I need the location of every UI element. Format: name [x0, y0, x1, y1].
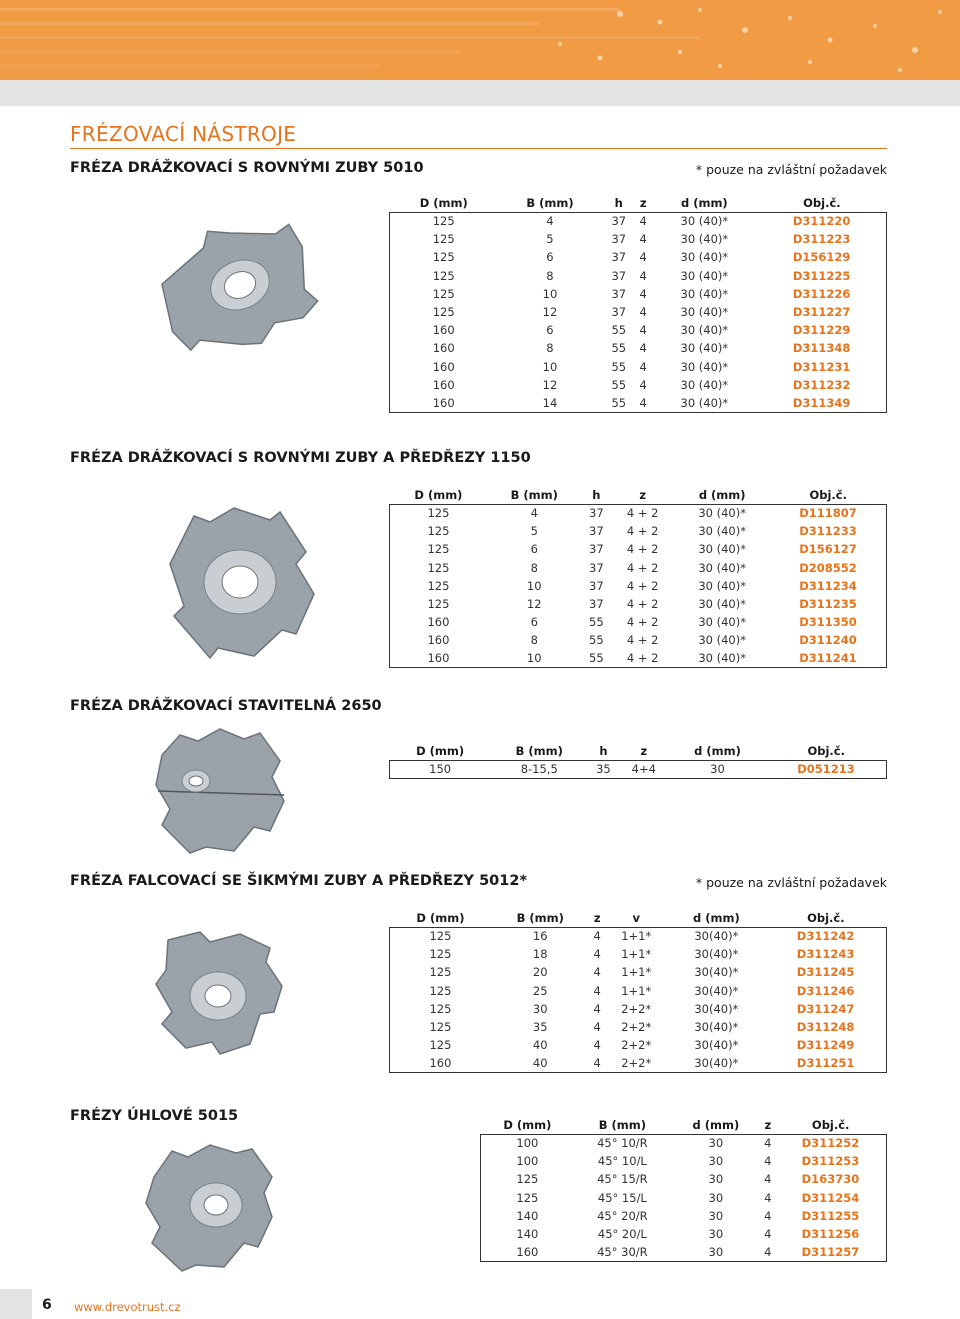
table-cell: 125 — [429, 965, 452, 980]
table-cell: 1+1* — [621, 947, 652, 962]
slot-cutter-with-scorers-icon — [140, 490, 340, 674]
table-cell: 37 — [589, 560, 604, 575]
table-cell: 4 + 2 — [626, 633, 659, 648]
table-cell: 4 + 2 — [626, 615, 659, 630]
table-row — [481, 1225, 887, 1243]
section-title-2650: FRÉZA DRÁŽKOVACÍ STAVITELNÁ 2650 — [70, 698, 382, 714]
column-header: B (mm) — [490, 743, 588, 760]
column-header: D (mm) — [390, 910, 491, 927]
table-cell: 37 — [611, 214, 627, 229]
table-cell: 30(40)* — [694, 1056, 739, 1071]
table-cell: 10 — [526, 651, 542, 666]
table-row — [390, 303, 887, 321]
table-cell: 30 (40)* — [680, 305, 729, 320]
table-cell: 160 — [432, 359, 455, 374]
table-cell: 30 (40)* — [680, 377, 729, 392]
table-cell: 4 + 2 — [626, 506, 659, 521]
order-code-cell: D311252 — [801, 1136, 860, 1151]
table-cell: 30(40)* — [694, 947, 739, 962]
column-header: d (mm) — [651, 195, 757, 212]
order-code-cell: D311243 — [796, 947, 855, 962]
table-cell: 4 — [593, 1020, 601, 1035]
order-code-cell: D311226 — [792, 286, 851, 301]
table-row — [390, 1018, 887, 1036]
table-cell: 125 — [427, 524, 450, 539]
table-cell: 1+1* — [621, 929, 652, 944]
table-row — [390, 595, 887, 613]
table-cell: 4 — [639, 323, 647, 338]
table-row — [481, 1189, 887, 1207]
table-cell: 30 — [708, 1190, 724, 1205]
table-cell: 30 (40)* — [698, 524, 746, 539]
table-cell: 4 — [546, 214, 554, 229]
table-cell: 4 — [639, 250, 647, 265]
table-cell: 45° 20/L — [597, 1227, 647, 1242]
title-divider — [70, 148, 887, 149]
table-cell: 30 — [708, 1244, 724, 1259]
table-cell: 4 — [764, 1244, 772, 1259]
table-cell: 18 — [532, 947, 548, 962]
table-5015 — [480, 1117, 887, 1262]
table-row — [481, 1170, 887, 1188]
table-cell: 4 — [593, 1038, 601, 1053]
table-cell: 4 + 2 — [626, 597, 659, 612]
table-cell: 55 — [611, 341, 627, 356]
table-row — [390, 577, 887, 595]
table-cell: 4+4 — [631, 762, 656, 777]
order-code-cell: D156127 — [799, 542, 857, 557]
column-header: z — [761, 1117, 775, 1134]
table-cell: 4 — [593, 929, 601, 944]
table-row — [390, 927, 887, 945]
table-cell: 100 — [516, 1154, 539, 1169]
order-code-cell: D311349 — [792, 395, 851, 410]
table-row — [481, 1243, 887, 1261]
table-cell: 125 — [432, 214, 455, 229]
order-code-cell: D311255 — [801, 1208, 860, 1223]
table-cell: 125 — [429, 1001, 452, 1016]
table-cell: 37 — [589, 506, 604, 521]
column-header: B (mm) — [574, 1117, 671, 1134]
table-cell: 55 — [611, 359, 627, 374]
column-header: v — [605, 910, 668, 927]
table-cell: 12 — [542, 305, 558, 320]
table-cell: 55 — [589, 651, 604, 666]
order-code-cell: D311223 — [792, 232, 851, 247]
table-cell: 125 — [432, 268, 455, 283]
table-row — [390, 212, 887, 230]
table-row — [390, 230, 887, 248]
section-note-5010: * pouze na zvláštní požadavek — [695, 162, 887, 177]
table-cell: 45° 15/L — [597, 1190, 647, 1205]
table-row — [390, 963, 887, 981]
column-header: d (mm) — [668, 910, 766, 927]
table-row — [390, 559, 887, 577]
order-code-cell: D111807 — [799, 506, 857, 521]
table-cell: 30 (40)* — [698, 506, 746, 521]
table-cell: 6 — [530, 615, 538, 630]
table-cell: 30(40)* — [694, 1020, 739, 1035]
table-cell: 30 (40)* — [680, 286, 729, 301]
table-cell: 4 + 2 — [626, 578, 659, 593]
table-cell: 30 (40)* — [698, 578, 746, 593]
section-title-5010: FRÉZA DRÁŽKOVACÍ S ROVNÝMI ZUBY 5010 — [70, 160, 424, 176]
table-cell: 30 (40)* — [698, 597, 746, 612]
table-cell: 25 — [532, 983, 548, 998]
table-cell: 37 — [589, 578, 604, 593]
table-cell: 20 — [532, 965, 548, 980]
order-code-cell: D311253 — [801, 1154, 860, 1169]
table-cell: 100 — [516, 1136, 539, 1151]
table-cell: 37 — [611, 232, 627, 247]
order-code-cell: D311242 — [796, 929, 855, 944]
column-header: Obj.č. — [765, 910, 886, 927]
table-row — [481, 1134, 887, 1152]
page-title: FRÉZOVACÍ NÁSTROJE — [70, 122, 297, 146]
table-cell: 4 — [764, 1227, 772, 1242]
table-cell: 125 — [427, 506, 450, 521]
table-cell: 4 — [639, 214, 647, 229]
table-cell: 125 — [427, 542, 450, 557]
table-cell: 160 — [432, 341, 455, 356]
table-cell: 125 — [432, 305, 455, 320]
table-cell: 4 — [764, 1208, 772, 1223]
table-cell: 4 + 2 — [626, 560, 659, 575]
order-code-cell: D311246 — [796, 983, 855, 998]
table-cell: 30 (40)* — [698, 615, 746, 630]
table-cell: 4 + 2 — [626, 651, 659, 666]
table-cell: 2+2* — [621, 1020, 652, 1035]
order-code-cell: D311235 — [799, 597, 857, 612]
table-cell: 5 — [546, 232, 554, 247]
column-header: d (mm) — [669, 743, 766, 760]
column-header: h — [588, 743, 618, 760]
table-row — [390, 376, 887, 394]
table-cell: 2+2* — [621, 1056, 652, 1071]
table-cell: 4 — [593, 1056, 601, 1071]
order-code-cell: D311225 — [792, 268, 851, 283]
order-code-cell: D311248 — [796, 1020, 855, 1035]
table-cell: 37 — [589, 542, 604, 557]
table-5012 — [389, 910, 887, 1073]
table-cell: 55 — [611, 395, 627, 410]
table-2650 — [389, 743, 887, 779]
table-cell: 125 — [432, 232, 455, 247]
section-title-1150: FRÉZA DRÁŽKOVACÍ S ROVNÝMI ZUBY A PŘEDŘEZY 1150 — [70, 450, 531, 466]
column-header: z — [611, 487, 674, 504]
table-cell: 125 — [427, 560, 450, 575]
table-cell: 4 — [593, 983, 601, 998]
header-dot-pattern — [0, 0, 960, 80]
table-cell: 45° 20/R — [597, 1208, 648, 1223]
table-cell: 160 — [432, 395, 455, 410]
table-cell: 1+1* — [621, 965, 652, 980]
table-row — [390, 267, 887, 285]
section-title-5012: FRÉZA FALCOVACÍ SE ŠIKMÝMI ZUBY A PŘEDŘEZY 5012* — [70, 873, 528, 889]
table-cell: 160 — [427, 633, 450, 648]
table-cell: 30 — [708, 1172, 724, 1187]
table-cell: 40 — [532, 1038, 548, 1053]
header-grey-bar — [0, 80, 960, 106]
table-cell: 37 — [589, 524, 604, 539]
table-cell: 30 (40)* — [680, 250, 729, 265]
column-header: h — [603, 195, 636, 212]
table-1150 — [389, 487, 887, 668]
table-cell: 4 — [764, 1172, 772, 1187]
table-cell: 4 — [639, 341, 647, 356]
table-cell: 160 — [427, 615, 450, 630]
table-cell: 10 — [526, 578, 542, 593]
table-cell: 4 — [639, 268, 647, 283]
table-cell: 45° 10/R — [597, 1136, 648, 1151]
table-row — [390, 1054, 887, 1072]
order-code-cell: D311234 — [799, 578, 857, 593]
table-row — [390, 248, 887, 266]
table-cell: 4 — [639, 305, 647, 320]
table-cell: 30 (40)* — [680, 232, 729, 247]
table-cell: 37 — [611, 305, 627, 320]
column-header: D (mm) — [390, 487, 487, 504]
column-header: B (mm) — [487, 487, 582, 504]
table-cell: 37 — [611, 250, 627, 265]
table-row — [390, 285, 887, 303]
table-cell: 30 — [532, 1001, 548, 1016]
table-cell: 150 — [429, 762, 452, 777]
table-cell: 125 — [427, 578, 450, 593]
table-cell: 1+1* — [621, 983, 652, 998]
table-cell: 4 — [530, 506, 538, 521]
table-cell: 125 — [429, 1020, 452, 1035]
table-cell: 8 — [530, 633, 538, 648]
table-cell: 10 — [542, 286, 558, 301]
column-header: Obj.č. — [757, 195, 886, 212]
table-cell: 55 — [589, 633, 604, 648]
order-code-cell: D311254 — [801, 1190, 860, 1205]
order-code-cell: D311245 — [796, 965, 855, 980]
table-cell: 125 — [432, 286, 455, 301]
table-row — [390, 613, 887, 631]
table-cell: 140 — [516, 1227, 539, 1242]
table-cell: 8 — [546, 341, 554, 356]
table-cell: 125 — [516, 1190, 539, 1205]
table-row — [390, 1000, 887, 1018]
table-cell: 160 — [432, 377, 455, 392]
table-cell: 5 — [530, 524, 538, 539]
table-cell: 160 — [427, 651, 450, 666]
order-code-cell: D311227 — [792, 305, 851, 320]
table-cell: 6 — [546, 323, 554, 338]
table-cell: 12 — [542, 377, 558, 392]
order-code-cell: D311231 — [792, 359, 851, 374]
adjustable-groove-cutter-icon — [140, 725, 300, 859]
table-cell: 10 — [542, 359, 558, 374]
footer-bar — [0, 1289, 32, 1319]
table-cell: 140 — [516, 1208, 539, 1223]
table-5010 — [389, 195, 887, 413]
table-cell: 14 — [542, 395, 558, 410]
order-code-cell: D311233 — [799, 524, 857, 539]
column-header: Obj.č. — [766, 743, 887, 760]
order-code-cell: D311251 — [796, 1056, 855, 1071]
table-cell: 55 — [611, 323, 627, 338]
column-header: z — [635, 195, 651, 212]
table-row — [481, 1207, 887, 1225]
table-cell: 30 — [710, 762, 725, 777]
table-cell: 125 — [427, 597, 450, 612]
table-cell: 30 (40)* — [680, 214, 729, 229]
table-cell: 55 — [611, 377, 627, 392]
table-cell: 30 (40)* — [698, 542, 746, 557]
table-cell: 55 — [589, 615, 604, 630]
table-cell: 160 — [516, 1244, 539, 1259]
table-row — [390, 358, 887, 376]
order-code-cell: D311240 — [799, 633, 857, 648]
table-cell: 16 — [532, 929, 548, 944]
table-cell: 12 — [526, 597, 542, 612]
table-cell: 4 + 2 — [626, 524, 659, 539]
slot-cutter-4-teeth-icon — [140, 205, 340, 369]
table-cell: 30 (40)* — [680, 268, 729, 283]
column-header: d (mm) — [674, 487, 770, 504]
order-code-cell: D311257 — [801, 1244, 860, 1259]
table-row — [390, 522, 887, 540]
table-cell: 8 — [530, 560, 538, 575]
table-cell: 125 — [429, 947, 452, 962]
table-cell: 30 (40)* — [698, 560, 746, 575]
table-cell: 2+2* — [621, 1038, 652, 1053]
table-cell: 35 — [596, 762, 611, 777]
table-row — [390, 394, 887, 412]
table-cell: 4 — [593, 947, 601, 962]
column-header: Obj.č. — [775, 1117, 887, 1134]
table-cell: 30 — [708, 1136, 724, 1151]
column-header: B (mm) — [497, 195, 602, 212]
order-code-cell: D156129 — [792, 250, 851, 265]
order-code-cell: D311241 — [799, 651, 857, 666]
table-cell: 125 — [429, 1038, 452, 1053]
order-code-cell: D311232 — [792, 377, 851, 392]
section-note-5012: * pouze na zvláštní požadavek — [695, 875, 887, 890]
table-cell: 160 — [432, 323, 455, 338]
table-cell: 125 — [516, 1172, 539, 1187]
table-cell: 30 (40)* — [698, 651, 746, 666]
table-cell: 45° 10/L — [597, 1154, 647, 1169]
order-code-cell: D311350 — [799, 615, 857, 630]
rebate-cutter-icon — [140, 920, 300, 1064]
angle-cutter-icon — [130, 1135, 290, 1279]
table-cell: 4 — [764, 1154, 772, 1169]
table-cell: 30(40)* — [694, 929, 739, 944]
column-header: D (mm) — [481, 1117, 574, 1134]
table-cell: 4 — [639, 286, 647, 301]
table-cell: 30 (40)* — [680, 395, 729, 410]
table-cell: 4 — [764, 1190, 772, 1205]
table-cell: 8-15,5 — [520, 762, 558, 777]
table-row — [390, 504, 887, 522]
table-cell: 35 — [532, 1020, 548, 1035]
order-code-cell: D311249 — [796, 1038, 855, 1053]
table-cell: 4 — [639, 377, 647, 392]
table-cell: 4 + 2 — [626, 542, 659, 557]
table-cell: 37 — [611, 286, 627, 301]
column-header: D (mm) — [390, 743, 491, 760]
table-row — [390, 945, 887, 963]
table-row — [390, 631, 887, 649]
table-cell: 45° 15/R — [597, 1172, 648, 1187]
table-cell: 37 — [611, 268, 627, 283]
table-cell: 4 — [593, 965, 601, 980]
table-cell: 30 — [708, 1154, 724, 1169]
table-cell: 30 (40)* — [680, 341, 729, 356]
table-cell: 40 — [532, 1056, 548, 1071]
table-cell: 30(40)* — [694, 1038, 739, 1053]
table-cell: 30 — [708, 1208, 724, 1223]
table-cell: 30 (40)* — [698, 633, 746, 648]
section-title-5015: FRÉZY ÚHLOVÉ 5015 — [70, 1108, 239, 1124]
table-cell: 8 — [546, 268, 554, 283]
table-cell: 6 — [546, 250, 554, 265]
table-row — [481, 1152, 887, 1170]
table-cell: 45° 30/R — [597, 1244, 648, 1259]
table-cell: 4 — [639, 395, 647, 410]
table-cell: 125 — [429, 983, 452, 998]
table-cell: 30(40)* — [694, 1001, 739, 1016]
order-code-cell: D311220 — [792, 214, 851, 229]
order-code-cell: D311256 — [801, 1227, 860, 1242]
order-code-cell: D311348 — [792, 341, 851, 356]
order-code-cell: D051213 — [797, 762, 855, 777]
order-code-cell: D163730 — [801, 1172, 860, 1187]
column-header: Obj.č. — [770, 487, 887, 504]
table-cell: 6 — [530, 542, 538, 557]
table-cell: 37 — [589, 597, 604, 612]
table-cell: 4 — [639, 359, 647, 374]
table-cell: 4 — [639, 232, 647, 247]
table-cell: 30(40)* — [694, 983, 739, 998]
column-header: B (mm) — [491, 910, 590, 927]
table-cell: 4 — [764, 1136, 772, 1151]
table-row — [390, 760, 887, 778]
table-row — [390, 339, 887, 357]
footer-url-link[interactable]: www.drevotrust.cz — [74, 1300, 181, 1314]
table-cell: 30 (40)* — [680, 323, 729, 338]
table-cell: 2+2* — [621, 1001, 652, 1016]
column-header: h — [582, 487, 611, 504]
order-code-cell: D311247 — [796, 1001, 855, 1016]
column-header: d (mm) — [671, 1117, 761, 1134]
table-cell: 125 — [429, 929, 452, 944]
order-code-cell: D311229 — [792, 323, 851, 338]
table-row — [390, 650, 887, 668]
table-cell: 125 — [432, 250, 455, 265]
order-code-cell: D208552 — [799, 560, 857, 575]
table-row — [390, 1036, 887, 1054]
column-header: z — [619, 743, 669, 760]
header-band — [0, 0, 960, 80]
table-cell: 160 — [429, 1056, 452, 1071]
page-number: 6 — [42, 1297, 52, 1313]
table-cell: 30(40)* — [694, 965, 739, 980]
table-cell: 30 — [708, 1227, 724, 1242]
table-row — [390, 540, 887, 558]
column-header: D (mm) — [390, 195, 498, 212]
table-row — [390, 321, 887, 339]
table-cell: 30 (40)* — [680, 359, 729, 374]
table-row — [390, 982, 887, 1000]
column-header: z — [590, 910, 605, 927]
table-cell: 4 — [593, 1001, 601, 1016]
